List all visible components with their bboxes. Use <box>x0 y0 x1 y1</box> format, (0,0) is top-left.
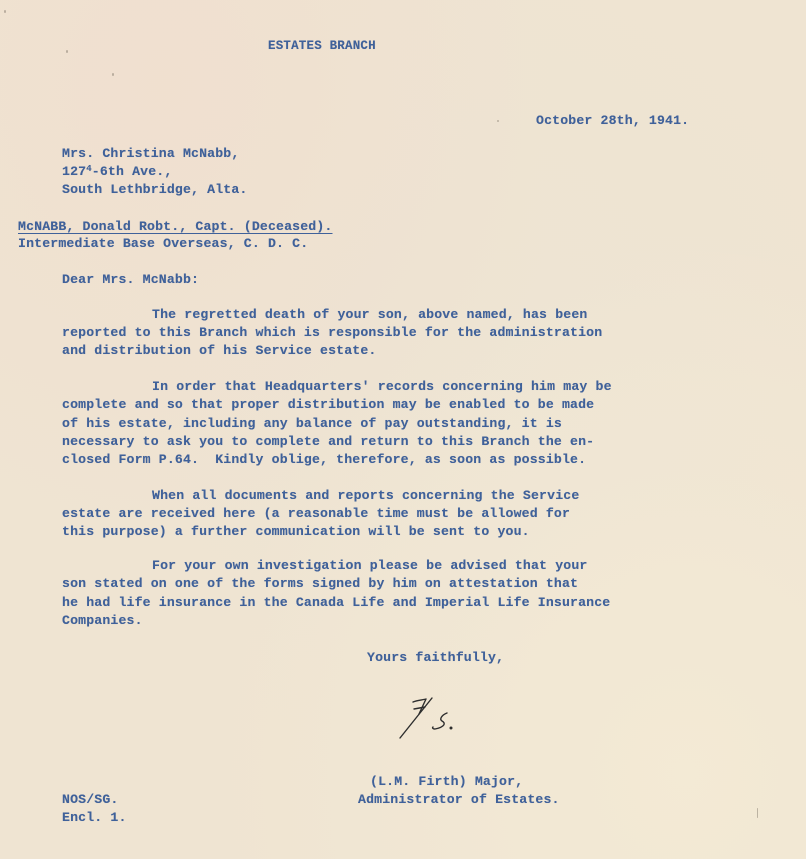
enclosure-note: Encl. 1. <box>62 810 127 825</box>
letter-date: October 28th, 1941. <box>536 113 690 128</box>
paper-speck <box>497 120 499 122</box>
paragraph-line: and distribution of his Service estate. <box>62 343 377 358</box>
recipient-city: South Lethbridge, Alta. <box>62 182 248 197</box>
paper-speck <box>66 50 68 53</box>
paragraph-line: For your own investigation please be advised that your <box>152 558 588 573</box>
paragraph-line: he had life insurance in the Canada Life and Imperial Life Insurance <box>62 595 611 610</box>
handwritten-signature-icon <box>395 688 475 748</box>
street-name: -6th Ave., <box>91 164 173 179</box>
paper-speck <box>112 73 114 76</box>
paragraph-line: When all documents and reports concerning the Service <box>152 488 580 503</box>
letterhead-title: ESTATES BRANCH <box>268 39 376 53</box>
recipient-street <box>62 163 172 181</box>
paragraph-line: complete and so that proper distribution may be enabled to be made <box>62 397 595 412</box>
recipient-name: Mrs. Christina McNabb, <box>62 146 240 161</box>
paper-speck <box>4 10 6 13</box>
street-number-fraction: 4 <box>86 164 92 174</box>
salutation: Dear Mrs. McNabb: <box>62 272 200 287</box>
paragraph-line: of his estate, including any balance of pay outstanding, it is <box>62 416 562 431</box>
paragraph-line: In order that Headquarters' records concerning him may be <box>152 379 612 394</box>
signer-name-rank: (L.M. Firth) Major, <box>370 774 524 789</box>
subject-line-unit: Intermediate Base Overseas, C. D. C. <box>18 236 309 251</box>
paragraph-line: The regretted death of your son, above named, has been <box>152 307 588 322</box>
paragraph-line: this purpose) a further communication will be sent to you. <box>62 524 530 539</box>
subject-line-deceased: McNABB, Donald Robt., Capt. (Deceased). <box>18 219 333 234</box>
paragraph-line: estate are received here (a reasonable time must be allowed for <box>62 506 571 521</box>
reference-initials: NOS/SG. <box>62 792 119 807</box>
paper-speck <box>757 808 758 818</box>
signer-title: Administrator of Estates. <box>358 792 560 807</box>
street-number: 127 <box>62 164 87 179</box>
paragraph-line: Companies. <box>62 613 143 628</box>
paragraph-line: son stated on one of the forms signed by him on attestation that <box>62 576 579 591</box>
paragraph-line: closed Form P.64. Kindly oblige, therefore, as soon as possible. <box>62 452 587 467</box>
paragraph-line: reported to this Branch which is responsible for the administration <box>62 325 603 340</box>
paragraph-line: necessary to ask you to complete and return to this Branch the en- <box>62 434 595 449</box>
complimentary-close: Yours faithfully, <box>367 650 505 665</box>
